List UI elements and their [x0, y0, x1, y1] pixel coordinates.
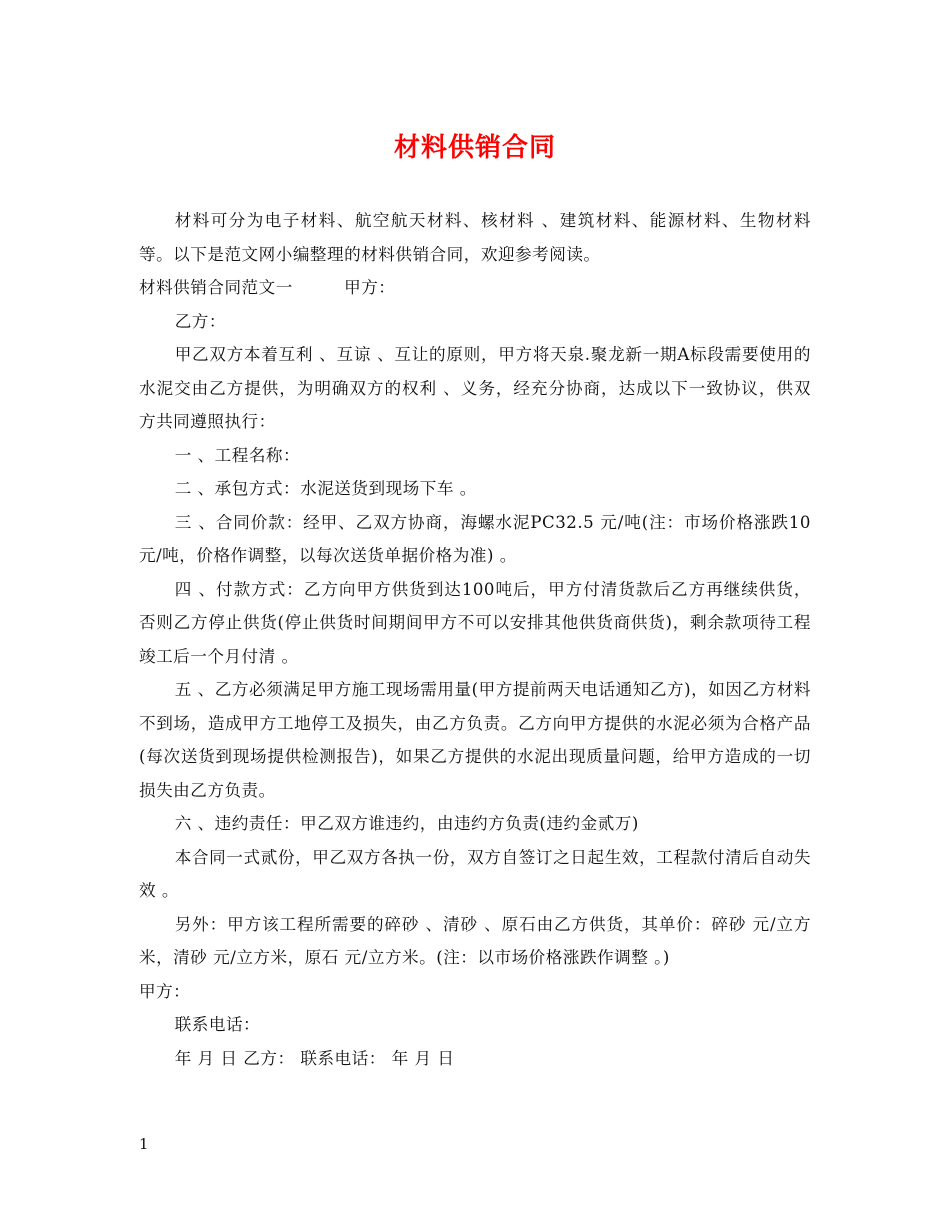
paragraph: 年 月 日 乙方： 联系电话： 年 月 日	[174, 1048, 455, 1068]
paragraph: 乙方：	[174, 311, 226, 331]
document-title: 材料供销合同	[393, 133, 556, 163]
paragraph: 材料供销合同范文一 甲方：	[139, 278, 396, 297]
paragraph: 六 、违约责任：甲乙双方谁违约，由违约方负责(违约金贰万)	[174, 814, 639, 833]
paragraph: 二 、承包方式：水泥送货到现场下车 。	[174, 479, 477, 498]
paragraph: 材料可分为电子材料、航空航天材料、核材料 、建筑材料、能源材料、生物材料等。以下是范文网小编整理的材料供销合同，欢迎参考阅读。	[139, 211, 811, 264]
paragraph: 四 、付款方式：乙方向甲方供货到达100吨后，甲方付清货款后乙方再继续供货，否则乙方停止供货(停止供货时间期间甲方不可以安排其他供货商供货)，剩余款项待工程竣工后一个月付清 。	[139, 579, 811, 666]
paragraph: 三 、合同价款：经甲、乙双方协商，海螺水泥PC32.5 元/吨(注：市场价格涨跌10元/吨，价格作调整，以每次送货单据价格为准) 。	[139, 512, 811, 565]
paragraph: 五 、乙方必须满足甲方施工现场需用量(甲方提前两天电话通知乙方)，如因乙方材料不到场，造成甲方工地停工及损失，由乙方负责。乙方向甲方提供的水泥必须为合格产品(每次送货到现场提供检测报告)，如果乙方提供的水泥出现质量问题，给甲方造成的一切损失由乙方负责。	[139, 680, 811, 800]
paragraph: 一 、工程名称：	[174, 445, 301, 465]
document-body	[139, 204, 811, 1075]
paragraph: 本合同一式贰份，甲乙双方各执一份，双方自签订之日起生效，工程款付清后自动失效 。	[139, 847, 811, 900]
paragraph: 另外：甲方该工程所需要的碎砂 、清砂 、原石由乙方供货，其单价：碎砂 元/立方米，清砂 元/立方米，原石 元/立方米。(注：以市场价格涨跌作调整 。)	[139, 914, 811, 967]
paragraph: 联系电话：	[174, 1015, 261, 1034]
paragraph: 甲乙双方本着互利 、互谅 、互让的原则，甲方将天泉.聚龙新一期A标段需要使用的水泥交由乙方提供，为明确双方的权利 、义务，经充分协商，达成以下一致协议，供双方共同遵照执行：	[139, 345, 811, 431]
page-number: 1	[139, 1135, 149, 1153]
paragraph: 甲方：	[139, 981, 191, 1001]
